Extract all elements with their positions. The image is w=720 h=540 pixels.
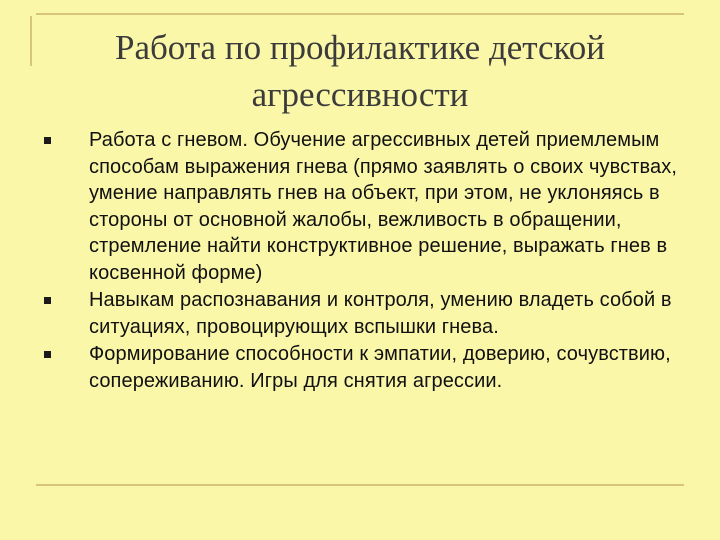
bullet-text: Формирование способности к эмпатии, доверию, сочувствию, сопереживанию. Игры для снятия агрессии. (89, 343, 671, 392)
bullet-text: Навыкам распознавания и контроля, умению владеть собой в ситуациях, провоцирующих вспышки гнева. (89, 289, 672, 338)
bottom-rule (36, 484, 684, 486)
bullet-text: Работа с гневом. Обучение агрессивных детей приемлемым способам выражения гнева (прямо заявлять о своих чувствах, умение направлять гнев на объект, при этом, не уклоняясь в стороны от основной жалобы, вежливость в обращении, стремление найти конструктивное решение, выражать гнев в косвенной форме) (89, 129, 677, 284)
slide-title: Работа по профилактике детской агрессивности (114, 28, 606, 114)
left-rule (30, 16, 32, 66)
bullet-item-1 (44, 127, 694, 286)
square-bullet-icon (44, 137, 51, 144)
square-bullet-icon (44, 297, 51, 304)
square-bullet-icon (44, 351, 51, 358)
bullet-item-2 (44, 287, 694, 340)
bullet-item-3 (44, 341, 694, 394)
top-rule (36, 13, 684, 15)
bullet-list (44, 127, 694, 395)
